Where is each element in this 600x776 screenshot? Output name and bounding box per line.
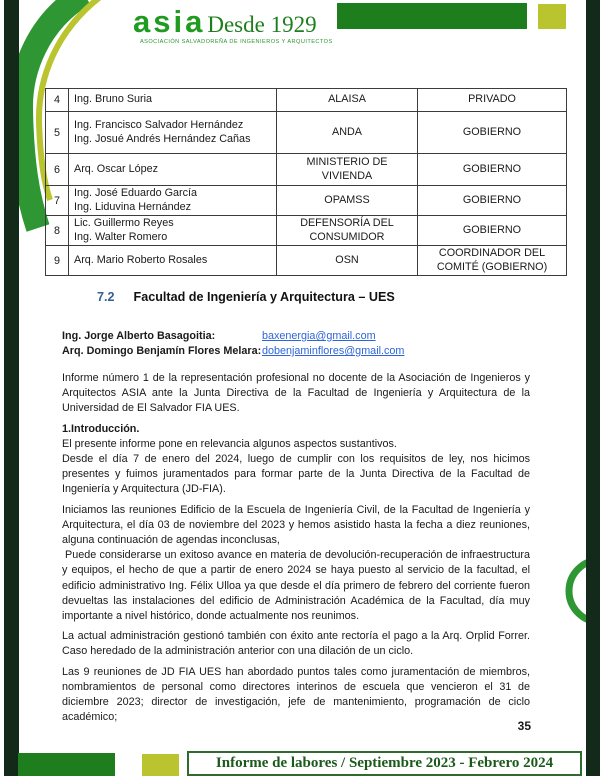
paragraph-juramentacion: Desde el día 7 de enero del 2024, luego de cumplir con los requisitos de ley, nos hicimos presentes y fuimos juramentados para formar parte de la Junta Directiva de la Facultad de Ingeniería y Arquitectura (JD-FIA). (62, 453, 530, 496)
paragraph-nueve-reuniones: Las 9 reuniones de JD FIA UES han abordado puntos tales como juramentación de miembros, nombramientos de personal como directores interinos de escuela que vencieron el 31 de diciembre 2023; director de investigación, jefe de mantenimiento, programación de ciclo académico; (62, 665, 530, 724)
table-row (46, 216, 567, 246)
member-names-cell (69, 112, 277, 154)
row-number-cell: 9 (46, 246, 69, 276)
organization-cell: ALAISA (277, 89, 418, 112)
contact-email-link[interactable]: baxenergia@gmail.com (262, 330, 376, 342)
organization-cell: OPAMSS (277, 186, 418, 216)
sector-cell: GOBIERNO (418, 112, 567, 154)
member-name: Arq. Oscar López (74, 162, 159, 175)
footer-title-box (187, 751, 582, 776)
member-names-cell (69, 154, 277, 186)
row-number-cell: 6 (46, 154, 69, 186)
logo-since-text: Desde 1929 (207, 12, 317, 37)
contact-row (62, 344, 404, 359)
member-names-cell (69, 246, 277, 276)
contact-name: Arq. Domingo Benjamín Flores Melara: (62, 345, 262, 357)
table-row (46, 246, 567, 276)
paragraph-devolucion: Puede considerarse un exitoso avance en materia de devolución-recuperación de infraestructura y equipos, el hecho de que a partir de enero 2024 se haya puesto al servicio de la facultad, el edificio administrativo Ing. Félix Ulloa ya que desde el día primero de febrero del corriente fueron devueltas las instalaciones del edificio de Administración Académica de la Facultad, día muy importante a nivel histórico, donde actualmente nos reunimos. (62, 549, 530, 623)
organization-cell: ANDA (277, 112, 418, 154)
row-number-cell: 8 (46, 216, 69, 246)
logo-wordmark: asia (133, 4, 206, 39)
footer-green-bar (18, 753, 115, 776)
member-name: Ing. Liduvina Hernández (74, 200, 192, 213)
member-name: Ing. Francisco Salvador Hernández (74, 119, 244, 131)
logo-subtitle: ASOCIACIÓN SALVADOREÑA DE INGENIEROS Y ARQUITECTOS (140, 39, 333, 45)
report-body (62, 371, 530, 730)
section-title: Facultad de Ingeniería y Arquitectura – UES (133, 290, 395, 304)
row-number-cell: 7 (46, 186, 69, 216)
contact-name: Ing. Jorge Alberto Basagoitia: (62, 330, 216, 342)
section-number: 7.2 (97, 290, 115, 304)
header-green-bar (337, 3, 527, 29)
committee-table-body (46, 89, 567, 276)
contact-row (62, 329, 404, 344)
right-edge-bar (586, 0, 600, 776)
paragraph-rectoria: La actual administración gestionó también con éxito ante rectoría el pago a la Arq. Orplid Forrer. Caso heredado de la administración anterior con una dilación de un ciclo. (62, 630, 530, 658)
section-heading (97, 290, 395, 304)
member-names-cell (69, 216, 277, 246)
organization-cell: DEFENSORÍA DEL CONSUMIDOR (277, 216, 418, 246)
organization-cell: MINISTERIO DE VIVIENDA (277, 154, 418, 186)
member-names-cell (69, 186, 277, 216)
intro-heading: 1.Introducción. (62, 422, 140, 435)
intro-line: El presente informe pone en relevancia algunos aspectos sustantivos. (62, 437, 397, 450)
member-name: Arq. Mario Roberto Rosales (74, 253, 208, 266)
paragraph-informe: Informe número 1 de la representación profesional no docente de la Asociación de Ingenieros y Arquitectos ASIA ante la Junta Directiva de la Facultad de Ingeniería y Arquitectura de la Universidad de El Salvador FIA UES. (62, 372, 530, 415)
row-number-cell: 5 (46, 112, 69, 154)
page-number: 35 (517, 719, 531, 733)
member-names-cell (69, 89, 277, 112)
sector-cell: GOBIERNO (418, 216, 567, 246)
sector-cell: GOBIERNO (418, 154, 567, 186)
asia-logo (133, 4, 333, 45)
footer-lime-square (142, 754, 179, 776)
member-name: Ing. Walter Romero (74, 230, 168, 243)
contacts-block (62, 329, 404, 359)
organization-cell: OSN (277, 246, 418, 276)
contact-email-link[interactable]: dobenjaminflores@gmail.com (262, 345, 405, 357)
header-lime-square (538, 4, 566, 29)
row-number-cell: 4 (46, 89, 69, 112)
table-row (46, 89, 567, 112)
sector-cell: GOBIERNO (418, 186, 567, 216)
member-name: Ing. Bruno Suria (74, 93, 153, 106)
table-row (46, 186, 567, 216)
committee-table (45, 88, 567, 276)
footer-title: Informe de labores / Septiembre 2023 - Febrero 2024 (215, 755, 554, 771)
member-name: Ing. José Eduardo García (74, 187, 198, 199)
table-row (46, 112, 567, 154)
sector-cell: PRIVADO (418, 89, 567, 112)
member-name: Lic. Guillermo Reyes (74, 217, 174, 229)
left-edge-bar (4, 0, 19, 776)
table-row (46, 154, 567, 186)
sector-cell: COORDINADOR DEL COMITÉ (GOBIERNO) (418, 246, 567, 276)
member-name: Ing. Josué Andrés Hernández Cañas (74, 132, 251, 145)
paragraph-reuniones: Iniciamos las reuniones Edificio de la Escuela de Ingeniería Civil, de la Facultad de Ingeniería y Arquitectura, el día 03 de noviembre del 2023 y hemos asistido hasta la fecha a diez reuniones, alguna continuación de agendas inconclusas, (62, 503, 530, 547)
